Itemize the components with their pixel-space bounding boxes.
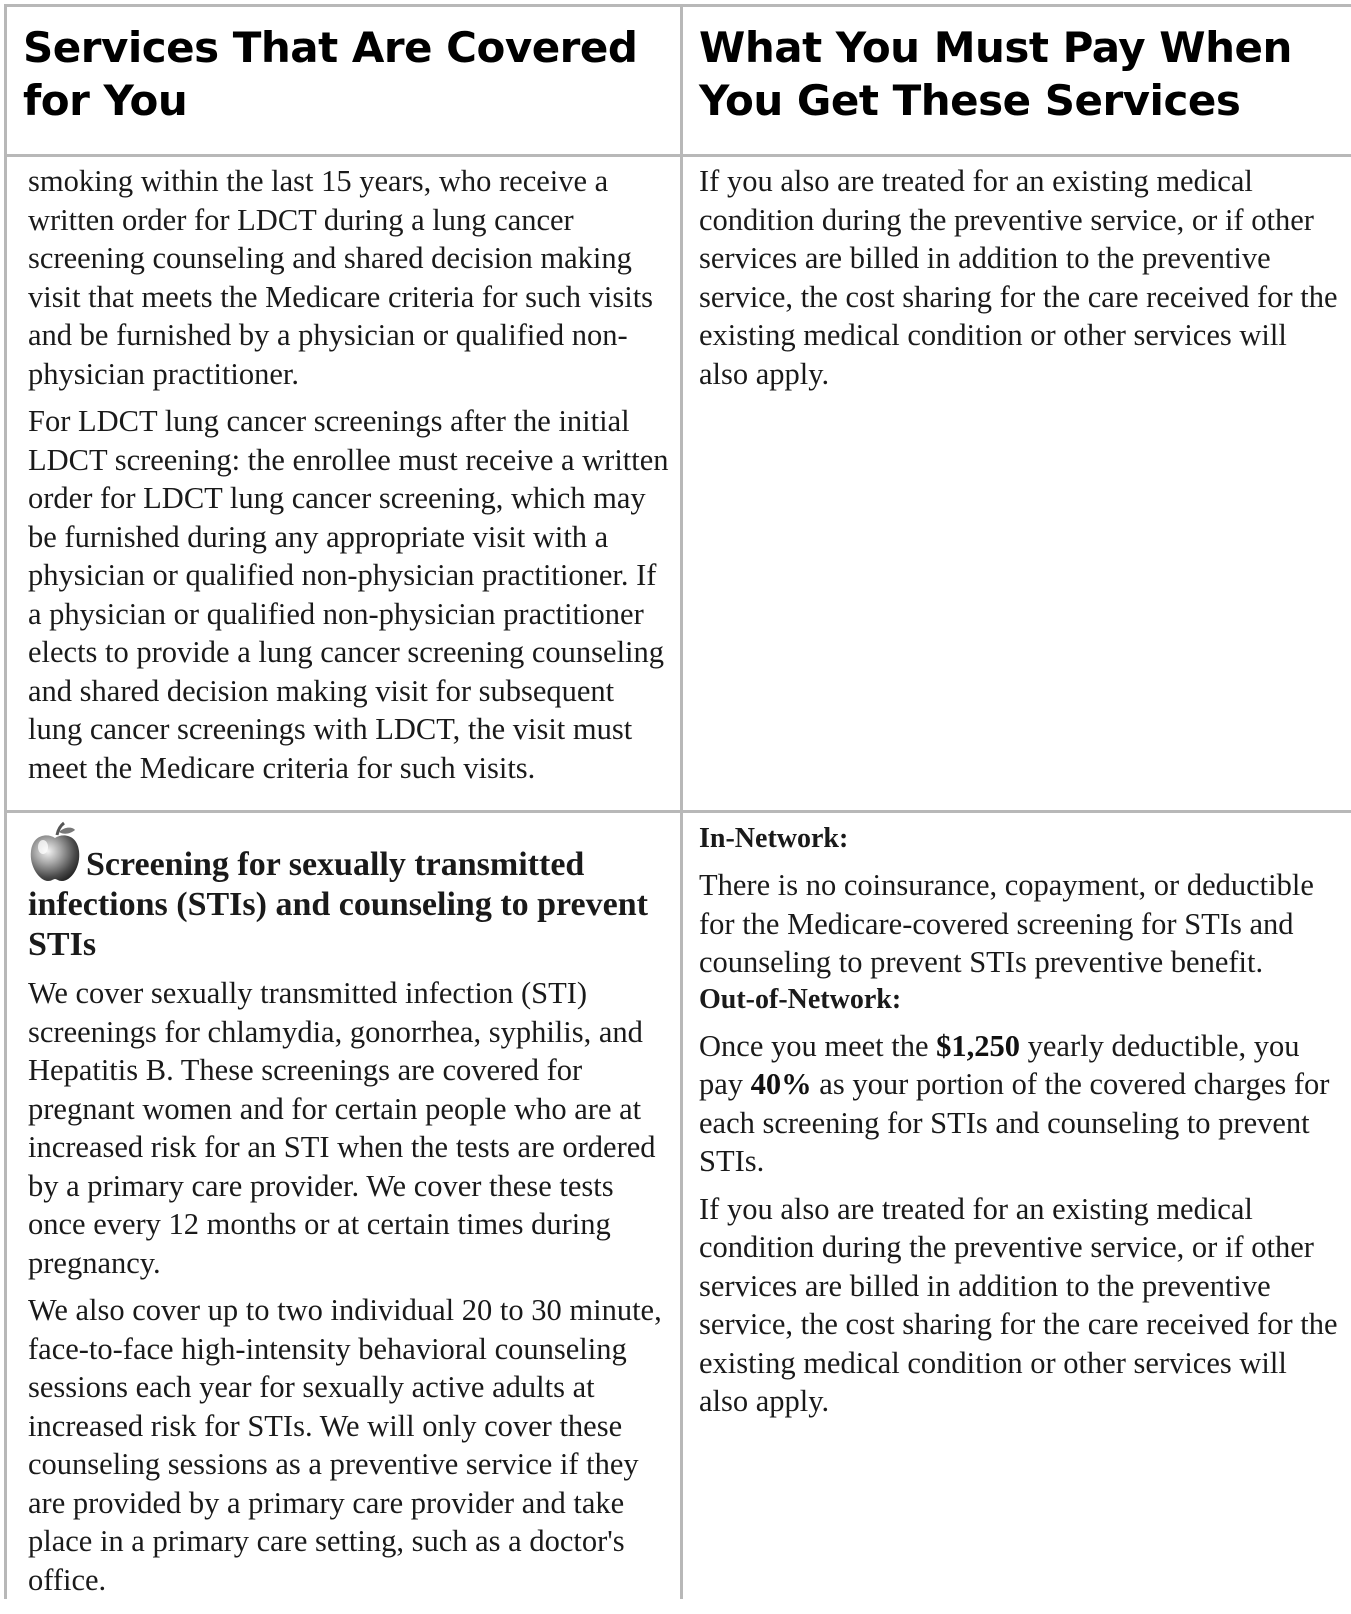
sti-heading-text: Screening for sexually transmitted infections (STIs) and counseling to prevent STIs [28,846,648,963]
services-cell [6,156,682,812]
existing-condition-note: If you also are treated for an existing medical condition during the preventive service, or if other services are billed in addition to the preventive service, the cost sharing for the care received for the existing medical condition or other services will also apply. [699,164,1338,391]
cost-cell [682,156,1351,812]
cost-cell [682,812,1351,1600]
ldct-eligibility-text: smoking within the last 15 years, who receive a written order for LDCT during a lung cancer screening counseling and shared decision making visit that meets the Medicare criteria for such visits and be furnished by a physician or qualified non-physician practitioner. [28,164,654,391]
oon-text-part: yearly deductible, you pay [699,1028,1300,1101]
table-row [6,812,1351,1600]
oon-text-part: Once you meet the [699,1028,937,1063]
header-what-you-pay: What You Must Pay When You Get These Services [682,6,1351,156]
existing-condition-note: If you also are treated for an existing medical condition during the preventive service, or if other services are billed in addition to the preventive service, the cost sharing for the care received for the existing medical condition or other services will also apply. [699,1191,1338,1418]
sti-screening-text: We cover sexually transmitted infection (STI) screenings for chlamydia, gonorrhea, syphilis, and Hepatitis B. These screenings are covered for pregnant women and for certain people who are at increased risk for an STI when the tests are ordered by a primary care provider. We cover these tests once every 12 months or at certain times during pregnancy. [28,976,656,1280]
out-of-network-text [699,1027,1343,1181]
sti-service-heading [28,821,670,965]
table-header-row [6,6,1351,156]
in-network-text: There is no coinsurance, copayment, or deductible for the Medicare-covered screening for STIs and counseling to prevent STIs preventive benefit. [699,868,1314,979]
oon-text-part: as your portion of the covered charges for each screening for STIs and counseling to prevent STIs. [699,1067,1330,1178]
in-network-label: In-Network: [699,823,849,854]
table-row [6,156,1351,812]
header-services-covered: Services That Are Covered for You [6,6,682,156]
out-of-network-label: Out-of-Network: [699,983,902,1015]
deductible-amount: $1,250 [936,1028,1021,1063]
sti-counseling-text: We also cover up to two individual 20 to 30 minute, face-to-face high-intensity behavioral counseling sessions each year for sexually active adults at increased risk for STIs. We will only cover these counseling sessions as a preventive service if they are provided by a primary care provider and take place in a primary care setting, such as a doctor's office. [28,1293,662,1597]
apple-icon [28,821,82,883]
ldct-subsequent-text: For LDCT lung cancer screenings after the initial LDCT screening: the enrollee must receive a written order for LDCT lung cancer screening, which may be furnished during any appropriate visit with a physician or qualified non-physician practitioner. If a physician or qualified non-physician practitioner elects to provide a lung cancer screening counseling and shared decision making visit for subsequent lung cancer screenings with LDCT, the visit must meet the Medicare criteria for such visits. [28,404,669,785]
benefits-table [4,4,1351,1599]
coinsurance-percent: 40% [750,1067,812,1101]
services-cell [6,812,682,1600]
